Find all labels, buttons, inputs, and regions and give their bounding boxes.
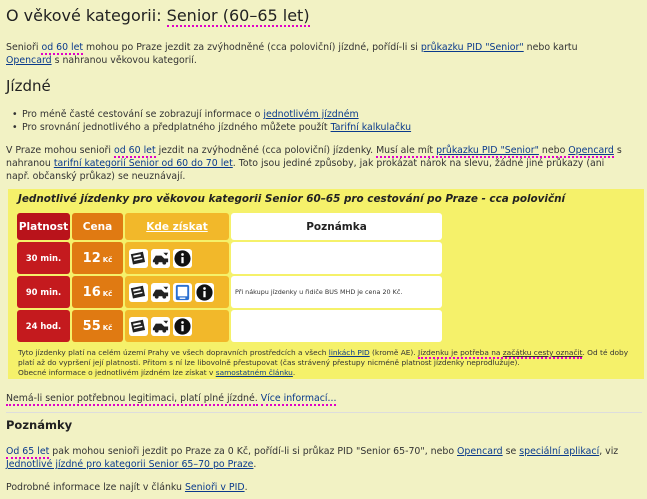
intro-paragraph xyxy=(6,41,578,67)
intro-text-4: s nahranou věkovou kategorií. xyxy=(51,55,197,66)
notes-text: Podrobné informace lze najít v článku xyxy=(6,482,185,493)
row-validity: 24 hod. xyxy=(17,310,70,342)
price-value: 12 xyxy=(82,250,101,266)
fine-text: Tyto jízdenky platí na celém území Prahy ve všech dopravních prostředcích a všech xyxy=(18,348,329,357)
header-validity: Platnost xyxy=(17,213,70,240)
intro-text-2: mohou po Praze jezdit za zvýhodněné (cca poloviční) jízdné, pořídí-li si xyxy=(83,42,421,53)
info-icon[interactable] xyxy=(173,249,192,268)
table-row xyxy=(17,310,442,342)
link-tarifni-kalkulacka[interactable]: Tarifní kalkulačku xyxy=(330,122,412,133)
price-currency: Kč xyxy=(102,255,113,264)
link-jednotlive-jizdne[interactable]: jednotlivém jízdném xyxy=(263,109,359,120)
row-validity: 90 min. xyxy=(17,276,70,308)
link-prukazka-senior-2[interactable]: průkazku PID "Senior" xyxy=(436,145,539,156)
ticket-fine-print xyxy=(18,348,640,378)
para2-text: nahranou xyxy=(6,158,54,169)
bus-icon[interactable] xyxy=(151,249,170,268)
ticket-box xyxy=(8,189,644,379)
row-validity: 30 min. xyxy=(17,242,70,274)
notes-text: . xyxy=(244,482,248,493)
link-specialni-aplikace[interactable]: speciální aplikací xyxy=(519,446,600,457)
ticket-machine-icon[interactable] xyxy=(129,249,148,268)
intro-text-1: Senioři xyxy=(6,42,42,53)
list-item xyxy=(22,121,411,134)
header-where-label: Kde získat xyxy=(146,220,208,233)
table-row xyxy=(17,276,442,308)
ticket-machine-icon[interactable] xyxy=(129,283,148,302)
table-header-row xyxy=(17,213,442,240)
fine-text: začátku cesty označit xyxy=(502,348,583,357)
page-title-highlight: Senior (60–65 let) xyxy=(166,6,310,25)
fine-text: Obecné informace o jednotlivém jízdném lze získat v xyxy=(18,368,216,377)
bus-icon[interactable] xyxy=(151,283,170,302)
fine-text: platí až do vypršení její platnosti. Přitom s ní lze libovolně přestupovat (čas strávený přestupy nicméně platnost jízdenky neprodlužuje). xyxy=(18,358,520,367)
para2-text: nebo xyxy=(538,145,569,156)
intro-text-3: nebo kartu xyxy=(523,42,578,53)
row-note xyxy=(231,242,442,274)
fine-text: (kromě AE). xyxy=(369,348,419,357)
no-id-text: Nemá-li senior potřebnou legitimaci, platí plné jízdné. xyxy=(6,393,258,404)
header-note: Poznámka xyxy=(231,213,442,240)
row-price xyxy=(72,310,123,342)
row-note xyxy=(231,310,442,342)
link-samostatny-clanek[interactable]: samostatném článku xyxy=(215,368,293,377)
notes-paragraph-2 xyxy=(6,481,248,494)
header-price: Cena xyxy=(72,213,123,240)
info-icon[interactable] xyxy=(195,283,214,302)
para2-text: V Praze mohou senioři xyxy=(6,145,114,156)
fine-text: . xyxy=(292,368,296,377)
info-icon[interactable] xyxy=(173,317,192,336)
no-id-paragraph xyxy=(6,392,336,405)
list-item xyxy=(22,108,411,121)
notes-text: pak mohou senioři jezdit po Praze za 0 Kč, pořídí-li si průkaz PID "Senior 65-70", nebo xyxy=(49,446,458,457)
bus-icon[interactable] xyxy=(151,317,170,336)
price-currency: Kč xyxy=(102,289,113,298)
notes-text: , viz xyxy=(599,446,619,457)
header-where xyxy=(125,213,229,240)
mobile-app-icon[interactable] xyxy=(173,283,192,302)
row-where xyxy=(125,310,229,342)
notes-text: . xyxy=(253,459,257,470)
row-price xyxy=(72,242,123,274)
para2-text: . Toto jsou jediné způsoby, jak prokázat nárok na slevu, žádné jiné průkazy (ani xyxy=(232,158,605,169)
price-value: 55 xyxy=(82,318,101,334)
divider xyxy=(6,412,642,413)
para2-text: s xyxy=(613,145,622,156)
section-title-notes: Poznámky xyxy=(6,418,73,432)
row-where xyxy=(125,276,229,308)
link-senior-65-70[interactable]: Jednotlivé jízdné pro kategorii Senior 65–70 po Praze xyxy=(6,459,254,470)
para2-text: Musí ale mít xyxy=(376,145,437,156)
link-linky-pid[interactable]: linkách PID xyxy=(328,348,370,357)
row-note: Při nákupu jízdenky u řidiče BUS MHD je cena 20 Kč. xyxy=(231,276,442,308)
link-prukazka-senior[interactable]: průkazku PID "Senior" xyxy=(420,42,524,53)
link-seniori-v-pid[interactable]: Senioři v PID xyxy=(184,482,245,493)
para2-highlight xyxy=(376,145,614,158)
link-od-60-let[interactable]: od 60 let xyxy=(41,42,84,53)
page-title xyxy=(6,6,310,25)
section-title-fare: Jízdné xyxy=(6,77,51,95)
fine-text: Jízdenku je potřeba na xyxy=(418,348,503,357)
link-opencard-3[interactable]: Opencard xyxy=(457,446,503,457)
eligibility-paragraph xyxy=(6,144,644,183)
link-vice-informaci[interactable]: Více informací... xyxy=(260,393,337,404)
para2-text: jezdit na zvýhodněné (cca poloviční) jízdenky. xyxy=(155,145,377,156)
row-price xyxy=(72,276,123,308)
bullet-text: Pro srovnání jednotlivého a předplatného jízdného můžete použít xyxy=(22,122,331,133)
fine-text: . Od té doby xyxy=(582,348,629,357)
ticket-box-title: Jednotlivé jízdenky pro věkovou kategorii Senior 60–65 pro cestování po Praze - cca poloviční xyxy=(18,193,566,205)
ticket-table xyxy=(15,211,444,344)
bullet-text: Pro méně časté cestování se zobrazují informace o xyxy=(22,109,264,120)
link-od-60-let-2[interactable]: od 60 let xyxy=(114,145,156,156)
price-value: 16 xyxy=(82,284,101,300)
page-title-prefix: O věkové kategorii: xyxy=(6,6,167,25)
fare-bullet-list xyxy=(22,108,411,134)
row-where xyxy=(125,242,229,274)
table-row xyxy=(17,242,442,274)
link-opencard[interactable]: Opencard xyxy=(6,55,52,66)
notes-paragraph-1 xyxy=(6,445,618,471)
link-tarifni-kategorie[interactable]: tarifní kategorií Senior od 60 do 70 let xyxy=(53,158,233,169)
price-currency: Kč xyxy=(102,323,113,332)
notes-text: se xyxy=(502,446,520,457)
link-opencard-2[interactable]: Opencard xyxy=(568,145,614,156)
para2-text: např. občanský průkaz) se neuznávají. xyxy=(6,171,186,182)
ticket-machine-icon[interactable] xyxy=(129,317,148,336)
link-od-65-let[interactable]: Od 65 let xyxy=(6,446,50,457)
